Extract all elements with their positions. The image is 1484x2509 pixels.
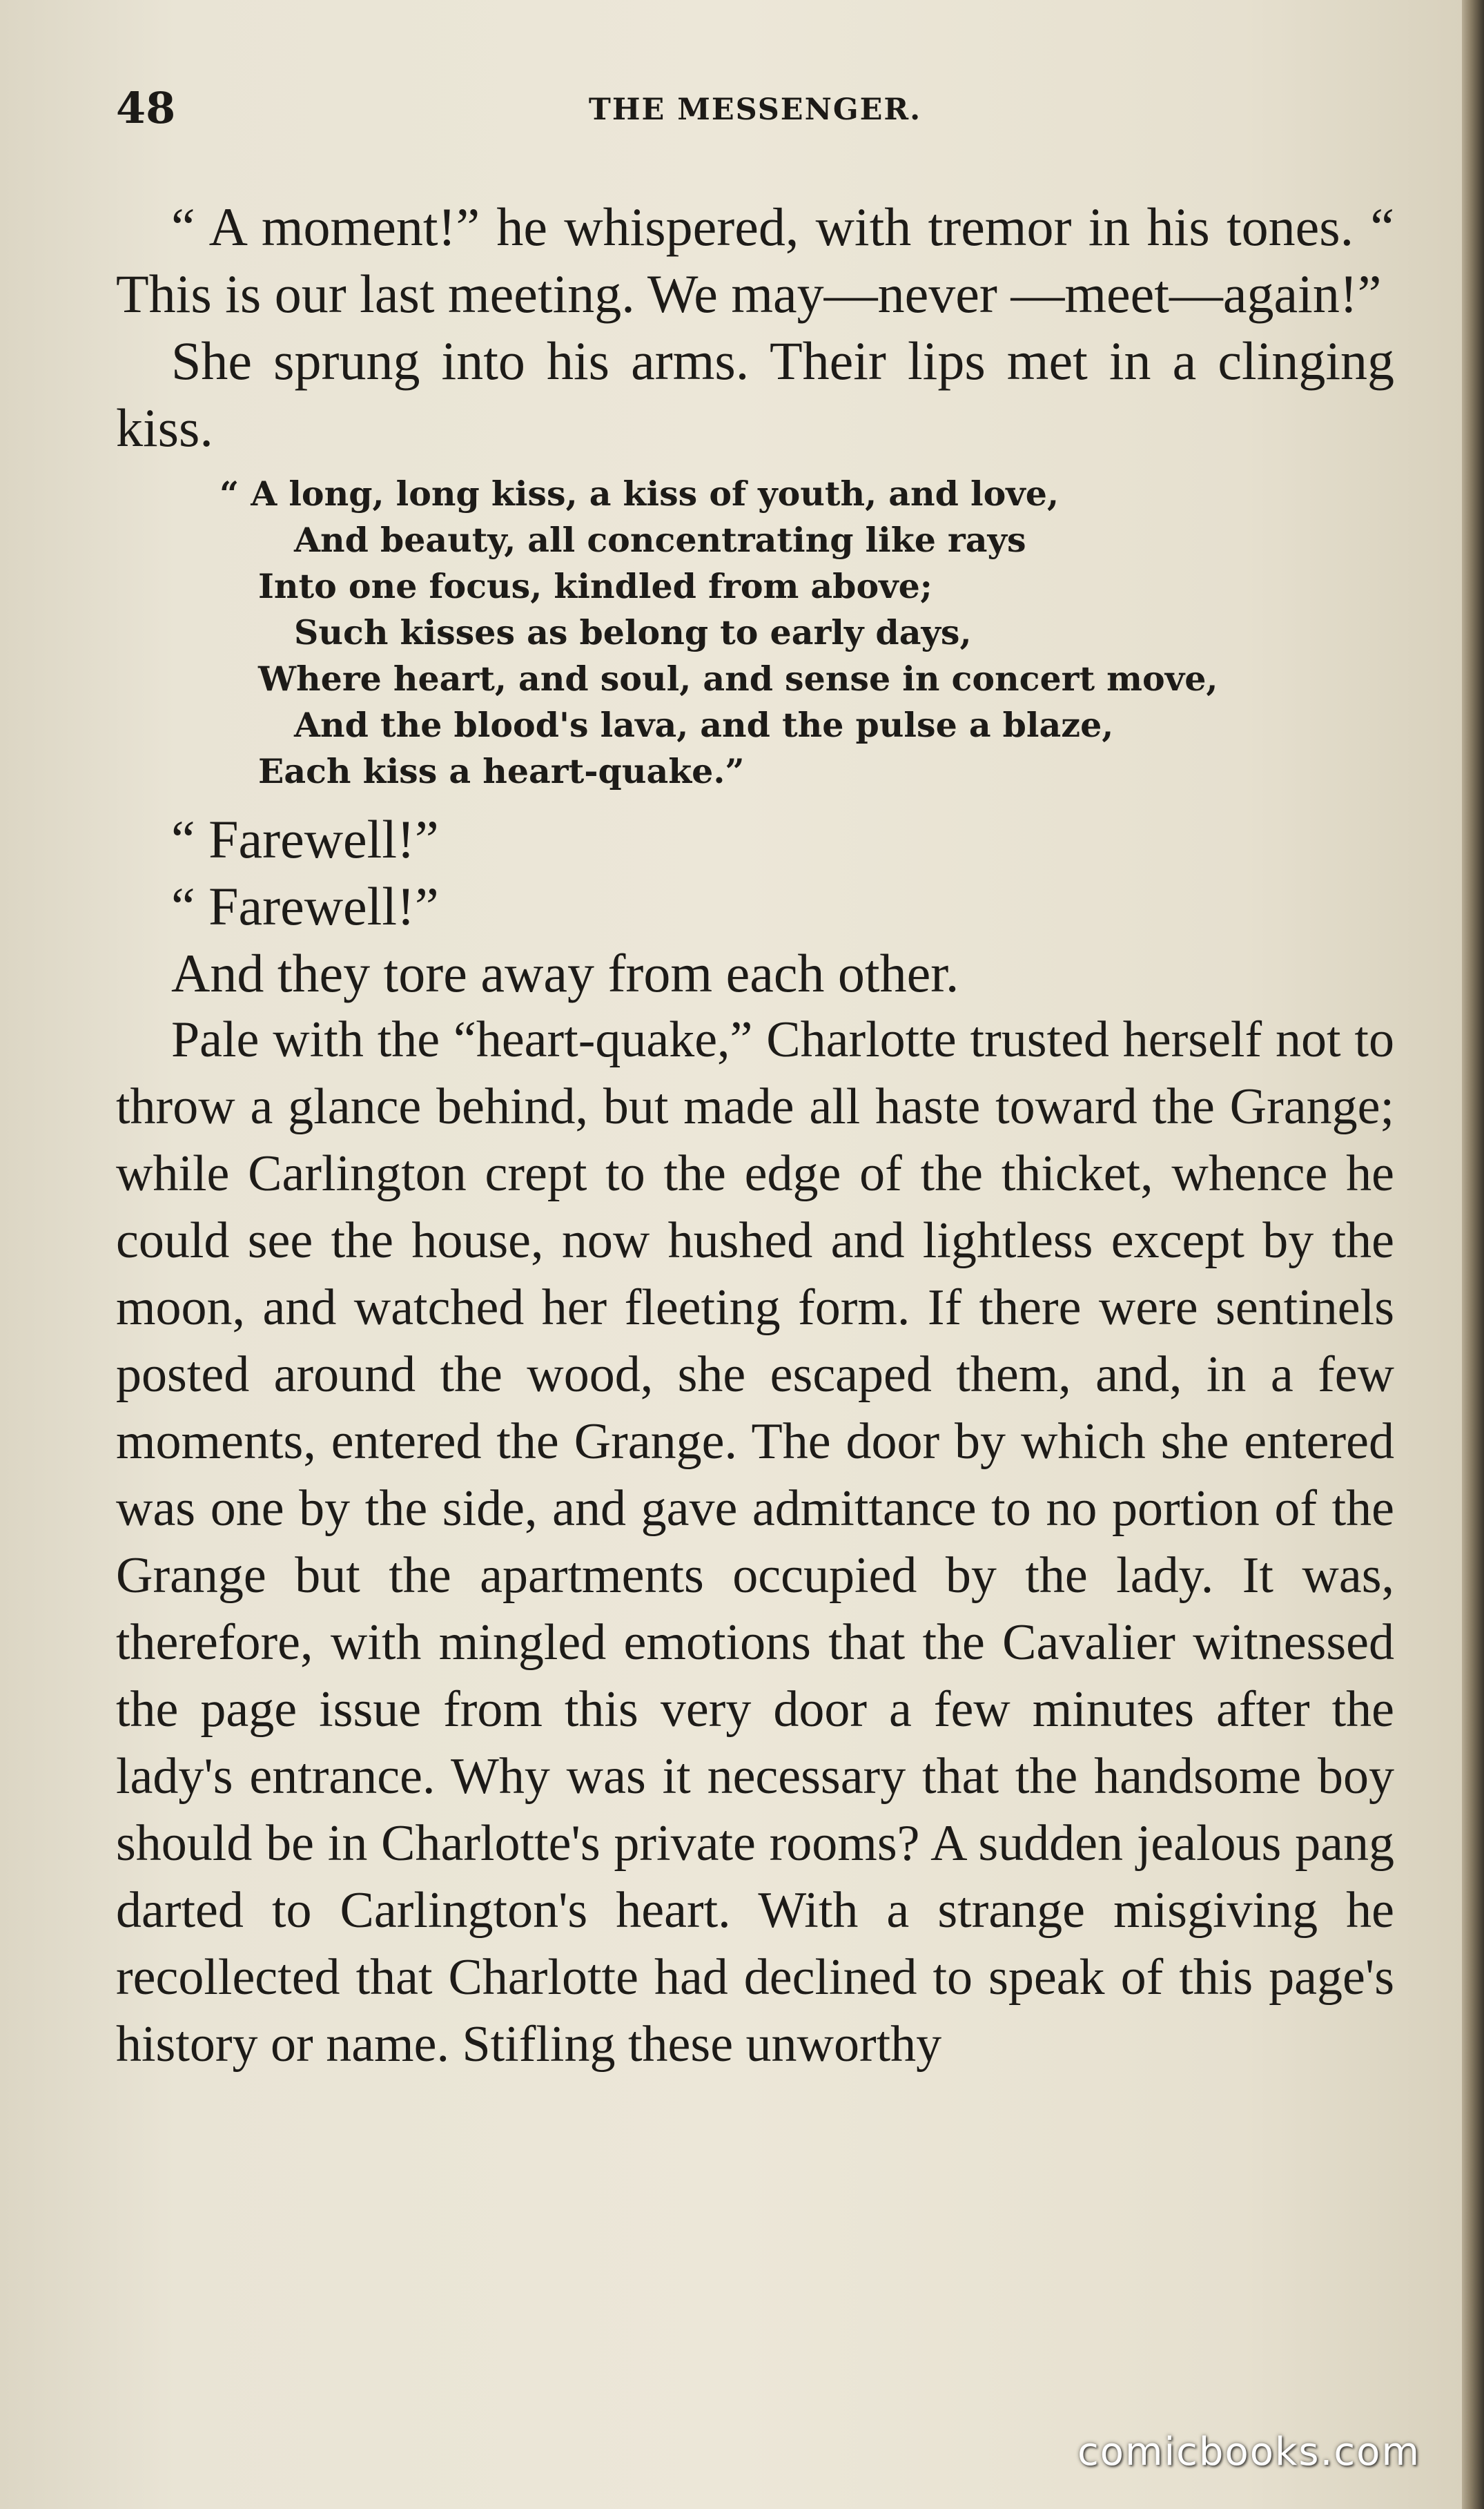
paragraph: She sprung into his arms. Their lips met in a clinging kiss.	[116, 331, 1394, 458]
verse-line: Into one focus, kindled from above;	[258, 566, 933, 606]
verse-line: And beauty, all concentrating like rays	[294, 520, 1026, 560]
verse-quotation	[116, 471, 1394, 795]
verse-line: Such kisses as belong to early days,	[294, 612, 972, 652]
page-header	[116, 83, 1394, 166]
watermark: comicbooks.com	[1077, 2430, 1420, 2474]
verse-line: And the blood's lava, and the pulse a blaze,	[294, 705, 1114, 745]
page-edge-shadow	[1462, 0, 1484, 2509]
page-number: 48	[116, 83, 176, 133]
paragraph: And they tore away from each other.	[171, 943, 959, 1003]
paragraph: Pale with the “heart-quake,” Charlotte trusted herself not to throw a glance behind, but made all haste toward the Grange; while Carlington crept to the edge of the thicket, whence he could see the house, now hushed and lightless except by the moon, and watched her fleeting form. If there were sentinels posted around the wood, she escaped them, and, in a few moments, entered the Grange. The door by which she entered was one by the side, and gave admittance to no portion of the Grange but the apartments occupied by the lady. It was, therefore, with mingled emotions that the Cavalier witnessed the page issue from this very door a few minutes after the lady's entrance. Why was it necessary that the handsome boy should be in Charlotte's private rooms? A sudden jealous pang darted to Carlington's heart. With a strange misgiving he recollected that Charlotte had declined to speak of this page's history or name. Stifling these unworthy	[116, 1011, 1394, 2073]
running-head: THE MESSENGER.	[588, 93, 922, 127]
body-text	[116, 193, 1394, 2078]
paragraph: “ A moment!” he whispered, with tremor in his tones. “ This is our last meeting. We may—never —meet—again!”	[116, 197, 1394, 324]
paragraph: “ Farewell!”	[171, 876, 439, 936]
verse-line: Each kiss a heart-quake.”	[258, 751, 745, 791]
verse-line: “ A long, long kiss, a kiss of youth, and love,	[219, 474, 1060, 514]
paragraph: “ Farewell!”	[171, 809, 439, 869]
verse-line: Where heart, and soul, and sense in concert move,	[258, 659, 1218, 699]
